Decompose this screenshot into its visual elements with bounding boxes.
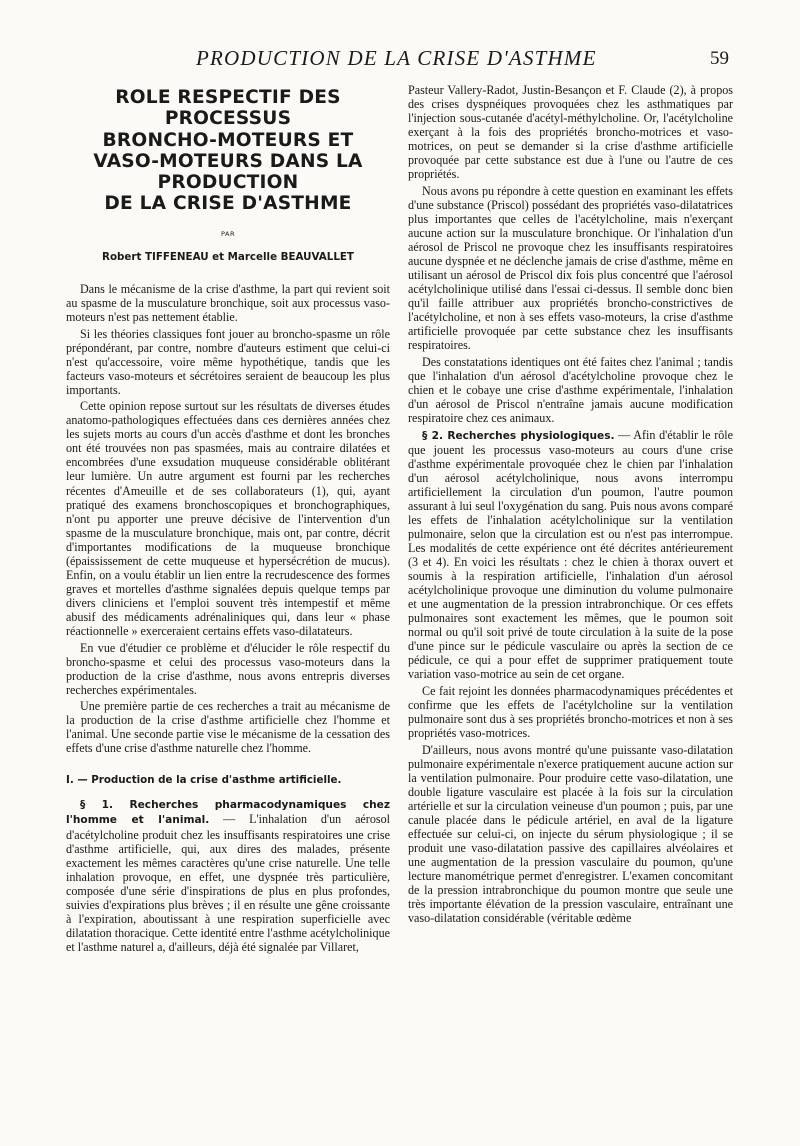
paragraph: Une première partie de ces recherches a trait au mécanisme de la production de la crise d'asthme artificielle chez l'homme et l'animal. Une seconde partie vise le mécanisme de la cessation des effets d'une crise d'asthme naturelle chez l'homme. [66,699,390,756]
paragraph [408,428,733,682]
left-column [66,84,390,956]
authors: Robert TIFFENEAU et Marcelle BEAUVALLET [102,250,354,263]
title-line: PROCESSUS [164,108,292,130]
title-line: ROLE RESPECTIF DES [115,87,341,108]
page-number: 59 [710,48,729,69]
title-line: DE LA CRISE D'ASTHME [104,193,352,215]
subsection-text: — Afin d'établir le rôle que jouent les processus vaso-moteurs au cours d'une crise d'asthme expérimentale provoquée chez le chien par l'inhalation d'un aérosol acétylcholinique, nous avons interrompu artificiellement la circulation d'un poumon, l'autre poumon assurant à lui seul l'oxygénation du sang. Puis nous avons comparé les effets de l'inhalation acétylcholinique sur la ventilation pulmonaire, selon que la circulation est ou n'est pas interrompue. Les modalités de cette expérience ont été décrites antérieurement (3 et 4). En voici les résultats : chez le chien à thorax ouvert et soumis à la respiration artificielle, l'inhalation d'un aérosol acétylcholinique provoque une diminution du volume pulmonaire et une augmentation de la pression intrabronchique. Or ces effets pulmonaires sont exactement les mêmes, que le poumon soit normal ou qu'il soit privé de toute circulation à la suite de la pose d'une pince sur le pédicule vasculaire ou après la section de ce pédicule, ce qui a pour effet de supprimer pratiquement toute variation vaso-motrice au sein de cet organe. [408,427,734,682]
paragraph: Dans le mécanisme de la crise d'asthme, la part qui revient soit au spasme de la musculature bronchique, soit aux processus vaso-moteurs n'est pas nettement établie. [66,281,390,324]
paragraph: Cette opinion repose surtout sur les résultats de diverses études anatomo-pathologiques effectuées dans ces dernières années chez les sujets morts au cours d'un accès d'asthme et dont les bronches ont été trouvées non pas spasmées, mais au contraire dilatées et encombrées d'une exsudation muqueuse considérable oblitérant leur lumière. Un autre argument est fourni par les recherches récentes d'Ameuille et de ses collaborateurs (1), qui, ayant pratiqué des examens bronchoscopiques et bronchographiques, n'ont pu apporter une preuve décisive de l'intervention d'un spasme de la musculature bronchique, mais ont, par contre, décrit d'importantes modifications de la muqueuse bronchique (épaississement de cette muqueuse et hypersécrétion de mucus). Enfin, on a voulu établir un lien entre la recrudescence des formes graves et mortelles d'asthme signalées depuis quelque temps par divers cliniciens et l'emploi souvent très intempestif et même abusif des médicaments adrénaliniques qui, dans leur « phase réactionnelle » exerceraient certains effets vaso-dilatateurs. [66,399,390,638]
paragraph [66,797,390,954]
right-column [408,83,733,928]
article-title [66,87,390,215]
title-line: PRODUCTION [157,172,299,194]
running-head [0,44,800,74]
subsection-text: — L'inhalation d'un aérosol d'acétylcholine produit chez les insuffisants respiratoires une crise d'asthme artificielle, qui, aux dires des malades, présente exactement les mêmes caractères qu'une crise naturelle. Une telle inhalation provoque, en effet, une dyspnée très particulière, composée d'une série d'inspirations de plus en plus profondes, suivies d'expirations plus brèves ; il en résulte une gêne croissante à l'expiration, aboutissant à une respiration superficielle avec dilatation thoracique. Cette identité entre l'asthme acétylcholinique et l'asthme naturel a, d'ailleurs, déjà été signalée par Villaret, [66,812,390,954]
title-line: VASO-MOTEURS DANS LA [93,150,363,172]
paragraph: Nous avons pu répondre à cette question en examinant les effets d'une substance (Priscol) possédant des propriétés vaso-dilatatrices plus importantes que celles de l'acétylcholine, mais n'exerçant aucune action sur la musculature bronchique. Or l'inhalation d'un aérosol de Priscol ne provoque chez les insuffisants respiratoires aucune dyspnée et ne déclenche jamais de crise d'asthme, même en utilisant un aérosol de Priscol dix fois plus concentré que l'aérosol acétylcholinique utilisé dans l'essai ci-dessus. Il semble donc bien qu'il faille attribuer aux propriétés broncho-constrictives de l'acétylcholine, et non à ses effets vaso-moteurs, la crise d'asthme artificielle provoquée par cette substance chez les insuffisants respiratoires. [408,183,733,353]
paragraph: En vue d'étudier ce problème et d'élucider le rôle respectif du broncho-spasme et celui des processus vaso-moteurs dans la production de la crise d'asthme, nous avons entrepris diverses recherches expérimentales. [66,640,390,697]
paragraph: Ce fait rejoint les données pharmacodynamiques précédentes et confirme que les effets de l'acétylcholine sur la ventilation pulmonaire sont dus à ses propriétés broncho-motrices et non à ses propriétés vaso-motrices. [408,683,733,741]
byline-par: PAR [221,229,235,238]
title-line: BRONCHO-MOTEURS ET [102,129,354,151]
paragraph: Des constatations identiques ont été faites chez l'animal ; tandis que l'inhalation d'un aérosol d'acétylcholine provoque chez le chien et le cobaye une crise d'asthme expérimentale, l'inhalation d'un aérosol de Priscol n'entraîne jamais aucune modification respiratoire chez ces animaux. [408,354,733,426]
subsection-label: § 1. Recherches pharmacodynamiques chez l'homme et l'animal. [66,799,390,827]
paragraph-continuation: Pasteur Vallery-Radot, Justin-Besançon et F. Claude (2), à propos des crises dyspnéiques provoquées chez les asthmatiques par l'injection sous-cutanée d'acétyl-méthylcholine. Or, l'acétylcholine exerçant à la fois des propriétés broncho-motrices et vaso-motrices, on peut se demander si la crise d'asthme artificielle provoquée par cette substance est due à l'une ou l'autre de ces propriétés. [408,83,733,182]
section-heading: I. — Production de la crise d'asthme artificielle. [66,774,342,787]
subsection-label: § 2. Recherches physiologiques. [422,429,615,442]
running-title: PRODUCTION DE LA CRISE D'ASTHME [196,46,597,70]
paragraph: Si les théories classiques font jouer au broncho-spasme un rôle prépondérant, par contre, nombre d'auteurs estiment que celui-ci n'est qu'accessoire, voire même hypothétique, tandis que les facteurs vaso-moteurs et sécrétoires seraient de beaucoup les plus importants. [66,326,390,397]
paragraph: D'ailleurs, nous avons montré qu'une puissante vaso-dilatation pulmonaire expérimentale n'exerce pratiquement aucune action sur la ventilation pulmonaire. Pour produire cette vaso-dilatation, une double ligature vasculaire est placée à la fois sur la circulation artérielle et sur la circulation veineuse d'un poumon ; puis, par une canule placée dans le pédicule artériel, en aval de la ligature effectuée sur celui-ci, on injecte du sérum physiologique ; il se produit une vaso-dilatation passive des capillaires alvéolaires et une augmentation de la pression vasculaire du poumon, qu'une lecture manométrique permet d'enregistrer. L'examen concomitant de la pression intrabronchique du poumon montre que seule une très importante élévation de la pression vasculaire, entraînant une vaso-dilatation considérable (véritable œdème [408,742,733,926]
